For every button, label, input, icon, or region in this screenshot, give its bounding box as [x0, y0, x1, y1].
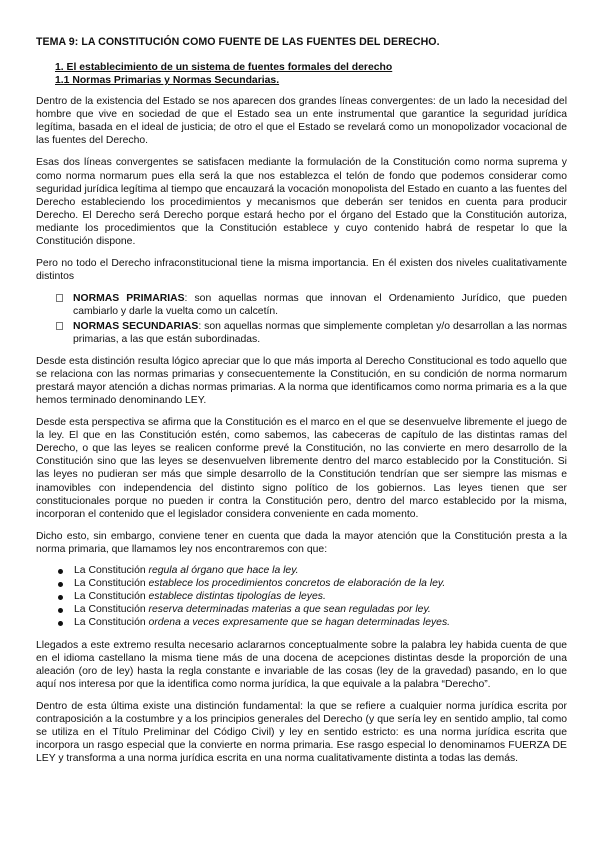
list-item-lead: La Constitución	[74, 590, 149, 602]
list-item-italic: establece los procedimientos concretos de elaboración de la ley.	[148, 577, 446, 589]
paragraph-2: Esas dos líneas convergentes se satisfacen mediante la formulación de la Constitución como norma suprema y como norma normarum pues ella será la que nos establezca el telón de fondo que podemos considerar como seguridad jurídica legítima al tiempo que encauzará la vocación monopolista del Estado en cuanto a las fuentes del Derecho estableciendo los procedimientos y mecanismos que deberán ser tenidos en cuenta para producir Derecho. El Derecho será Derecho porque estará hecho por el órgano del Estado que la Constitución autoriza, mediante los procedimientos que la Constitución establece y cuyo contenido habrá de respetar lo que la Constitución dispone.	[36, 157, 567, 248]
definition-list	[36, 292, 567, 345]
document-title: TEMA 9: LA CONSTITUCIÓN COMO FUENTE DE LAS FUENTES DEL DERECHO.	[36, 36, 440, 48]
list-item	[36, 578, 567, 591]
paragraph-3: Pero no todo el Derecho infraconstitucional tiene la misma importancia. En él existen dos niveles cualitativamente distintos	[36, 258, 567, 283]
paragraph-7: Llegados a este extremo resulta necesario aclararnos conceptualmente sobre la palabra ley habida cuenta de que en el idioma castellano la misma tiene más de una docena de acepciones distintas desde la proporción de una aleación (oro de ley) hasta la regla constante e invariable de las cosas (ley de la gravedad) pasando, en lo que aquí nos interesa por que la identifica como norma jurídica, la que equivale a la palabra “Derecho”.	[36, 639, 567, 690]
paragraph-5: Desde esta perspectiva se afirma que la Constitución es el marco en el que se desenvuelve libremente el juego de la ley. El que en las Constitución estén, como sabemos, las cabeceras de capítulo de las distintas ramas del Derecho, o que las leyes se realicen conforme prevé la Constitución, no las convierte en mero desarrollo de la Constitución sino que las leyes se desenvuelven libremente dentro del marco establecido por la Constitución. Si las leyes no pudieran ser más que simple desarrollo de la Constitución tendrían que ser siempre las mismas e inamovibles con independencia del distinto signo político de los gobiernos. Las leyes tienen que ser constitucionales porque no pueden ir contra la Constitución pero, dentro del marco establecido por la misma, incorporan el contenido que el legislador considera conveniente en cada momento.	[36, 417, 567, 520]
definition-text: : son aquellas normas que innovan el Ordenamiento Jurídico, que pueden cambiarlo y darle la vuelta como un calcetín.	[73, 293, 568, 318]
list-item-italic: regula al órgano que hace la ley.	[148, 565, 299, 576]
list-item-lead: La Constitución	[74, 603, 149, 615]
list-item-italic: ordena a veces expresamente que se hagan determinadas leyes.	[148, 616, 451, 628]
list-item-lead: La Constitución	[74, 565, 149, 576]
list-item	[36, 604, 567, 617]
bullet-list	[36, 565, 567, 630]
bullet-dot-icon	[58, 582, 63, 587]
section-headings	[55, 61, 567, 87]
bullet-dot-icon	[58, 621, 63, 626]
paragraph-4: Desde esta distinción resulta lógico apreciar que lo que más importa al Derecho Constitucional es todo aquello que se relaciona con las normas primarias y consecuentemente la Constitución, en su condición de norma normarum prestará mayor atención a dichas normas primarias. A la norma que identificamos como norma primaria es a la que hemos terminado denominando LEY.	[36, 355, 567, 406]
definition-item	[36, 320, 567, 346]
list-item-lead: La Constitución	[74, 577, 149, 589]
bullet-dot-icon	[58, 608, 63, 613]
subsection-heading: 1.1 Normas Primarias y Normas Secundarias.	[55, 75, 280, 87]
bullet-dot-icon	[58, 569, 63, 574]
list-item	[36, 565, 567, 578]
section-heading: 1. El establecimiento de un sistema de fuentes formales del derecho	[55, 62, 393, 74]
list-item-lead: La Constitución	[74, 616, 149, 628]
list-item-italic: reserva determinadas materias a que sean reguladas por ley.	[148, 603, 431, 615]
definition-term: NORMAS SECUNDARIAS	[73, 320, 199, 332]
paragraph-1: Dentro de la existencia del Estado se nos aparecen dos grandes líneas convergentes: de un lado la necesidad del hombre que vive en sociedad de que el Estado sea un ente instrumental que garantice la seguridad jurídica legítima, basada en el ideal de justicia; de otro el que el Estado se revelará como un monopolizador vocacional de las fuentes del Derecho.	[36, 96, 567, 147]
list-item	[36, 591, 567, 604]
list-item-italic: establece distintas tipologías de leyes.	[148, 590, 326, 602]
checkbox-bullet-icon	[56, 294, 63, 302]
definition-item	[36, 292, 567, 318]
definition-term: NORMAS PRIMARIAS	[73, 293, 185, 305]
definition-text: : son aquellas normas que simplemente completan y/o desarrollan a las normas primarias, a las que están subordinadas.	[73, 320, 567, 345]
checkbox-bullet-icon	[56, 322, 63, 330]
paragraph-8: Dentro de esta última existe una distinción fundamental: la que se refiere a cualquier norma jurídica escrita por contraposición a la costumbre y a los principios generales del Derecho (y que sería ley en sentido amplio, tal como se utiliza en el Título Preliminar del Código Civil) y ley en sentido estricto: es una norma jurídica escrita que incorpora un rasgo especial que la convierte en norma primaria. Ese rasgo especial lo denominamos FUERZA DE LEY y transforma a una norma jurídica escrita en una norma cualitativamente distinta a todas las demás.	[36, 700, 567, 765]
bullet-dot-icon	[58, 595, 63, 600]
list-item	[36, 617, 567, 630]
paragraph-6: Dicho esto, sin embargo, conviene tener en cuenta que dada la mayor atención que la Constitución presta a la norma primaria, que llamamos ley nos encontraremos con que:	[36, 530, 567, 555]
